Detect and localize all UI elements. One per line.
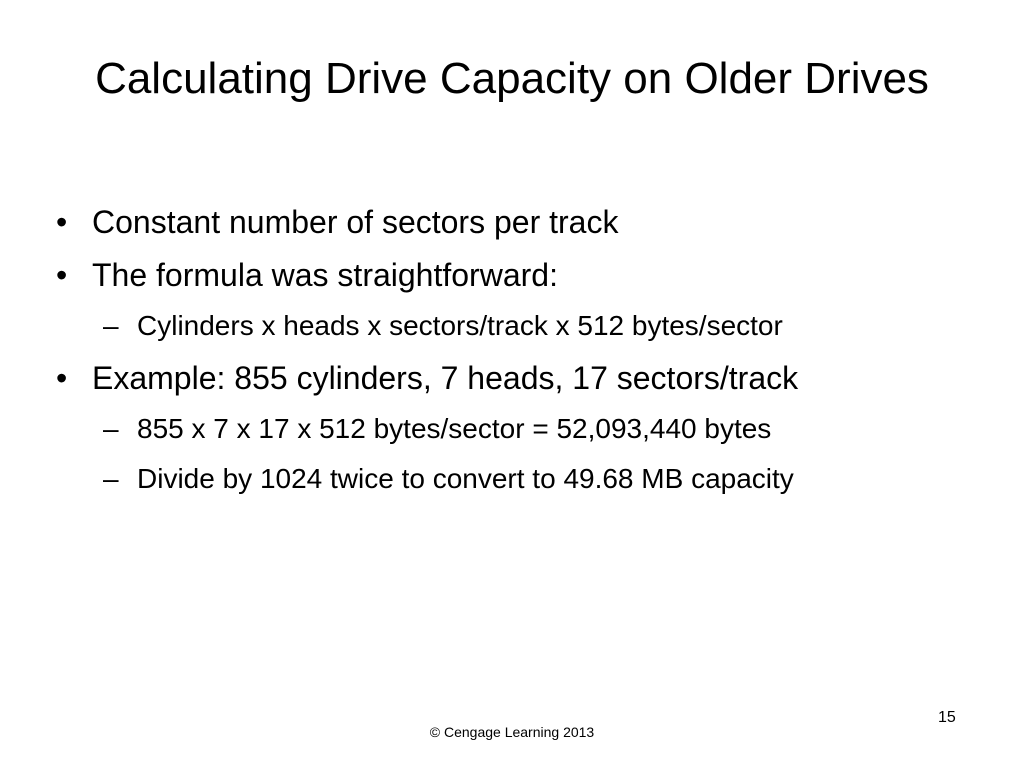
sub-bullet-marker: – bbox=[103, 310, 119, 341]
sub-bullet-item bbox=[0, 461, 1024, 497]
page-number: 15 bbox=[938, 709, 956, 726]
bullet-marker: • bbox=[56, 257, 68, 293]
bullet-marker: • bbox=[56, 360, 68, 396]
sub-bullet-text: 855 x 7 x 17 x 512 bytes/sector = 52,093,440 bytes bbox=[137, 413, 772, 444]
bullet-text: Constant number of sectors per track bbox=[92, 204, 619, 240]
copyright-footer: © Cengage Learning 2013 bbox=[429, 724, 595, 740]
slide-title: Calculating Drive Capacity on Older Drives bbox=[95, 54, 929, 103]
bullet-text: Example: 855 cylinders, 7 heads, 17 sectors/track bbox=[92, 360, 799, 396]
slide-body bbox=[0, 202, 1024, 511]
sub-bullet-marker: – bbox=[103, 463, 119, 494]
bullet-marker: • bbox=[56, 204, 68, 240]
bullet-text: The formula was straightforward: bbox=[92, 257, 558, 293]
bullet-item bbox=[0, 255, 1024, 295]
bullet-item bbox=[0, 202, 1024, 242]
sub-bullet-item bbox=[0, 308, 1024, 344]
sub-bullet-marker: – bbox=[103, 413, 119, 444]
sub-bullet-text: Cylinders x heads x sectors/track x 512 bytes/sector bbox=[137, 310, 783, 341]
bullet-item bbox=[0, 358, 1024, 398]
sub-bullet-item bbox=[0, 411, 1024, 447]
sub-bullet-text: Divide by 1024 twice to convert to 49.68 MB capacity bbox=[137, 463, 794, 494]
